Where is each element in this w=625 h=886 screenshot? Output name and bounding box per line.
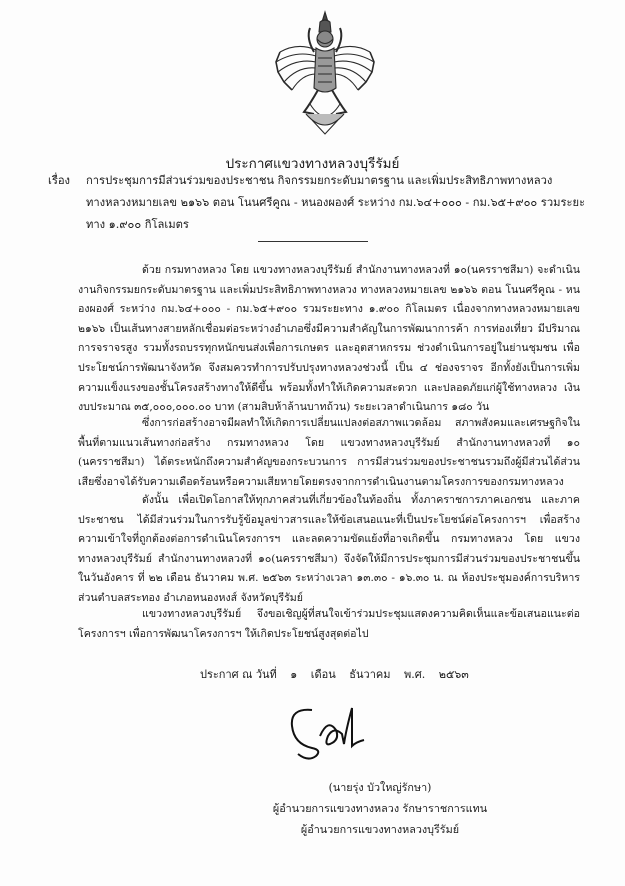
date-year-label: พ.ศ. <box>403 668 426 681</box>
paragraph-meeting: ดังนั้น เพื่อเปิดโอกาสให้ทุกภาคส่วนที่เกี่ยวข้องในท้องถิ่น ทั้งภาคราชการภาคเอกชน และภาคประชาชน ได้มีส่วนร่วมในการรับรู้ข้อมูลข่าวสารและให้ข้อเสนอแนะที่เป็นประโยชน์ต่อโครงการฯ เพื่อสร้างความเข้าใจที่ถูกต้องต่อการดำเนินโครงการฯ และลดความขัดแย้งที่อาจเกิดขึ้น กรมทางหลวง โดย แขวงทางหลวงบุรีรัมย์ สำนักงานทางหลวงที่ ๑๐(นครราชสีมา) จึงจัดให้มีการประชุมการมีส่วนร่วมของประชาชนขึ้นในวันอังคาร ที่ ๒๒ เดือน ธันวาคม พ.ศ. ๒๕๖๓ ระหว่างเวลา ๑๓.๓๐ - ๑๖.๓๐ น. ณ ห้องประชุมองค์การบริหารส่วนตำบลสระทอง อำเภอหนองหงส์ จังหวัดบุรีรัมย์ <box>78 494 580 604</box>
handwritten-signature-icon <box>282 700 372 764</box>
paragraph-impact: ซึ่งการก่อสร้างอาจมีผลทำให้เกิดการเปลี่ยนแปลงต่อสภาพแวดล้อม สภาพสังคมและเศรษฐกิจในพื้นที่ตามแนวเส้นทางก่อสร้าง กรมทางหลวง โดย แขวงทางหลวงบุรีรัมย์ สำนักงานทางหลวงที่ ๑๐ (นครราชสีมา) ได้ตระหนักถึงความสำคัญของกระบวนการ การมีส่วนร่วมของประชาชนรวมถึงผู้มีส่วนได้ส่วนเสียซึ่งอาจได้รับความเดือดร้อนหรือความเสียหายโดยตรงจากการดำเนินงานตามโครงการของกรมทางหลวง <box>78 417 580 488</box>
subject-block <box>48 170 588 236</box>
signer-office: ผู้อำนวยการแขวงทางหลวงบุรีรัมย์ <box>300 823 460 836</box>
divider-line <box>258 241 368 242</box>
date-year: ๒๕๖๓ <box>438 668 469 681</box>
subject-text: การประชุมการมีส่วนร่วมของประชาชน กิจกรรมยกระดับมาตรฐาน และเพิ่มประสิทธิภาพทางหลวง ทางหลวงหมายเลข ๒๑๖๖ ตอน โนนศรีคูณ - หนองผองศ์ ระหว่าง กม.๖๔+๐๐๐ - กม.๖๕+๙๐๐ รวมระยะทาง ๑.๙๐๐ กิโลเมตร <box>86 174 586 231</box>
paragraph-project-details: ด้วย กรมทางหลวง โดย แขวงทางหลวงบุรีรัมย์ สำนักงานทางหลวงที่ ๑๐(นครราชสีมา) จะดำเนินงานกิจกรรมยกระดับมาตรฐาน และเพิ่มประสิทธิภาพทางหลวง ทางหลวงหมายเลข ๒๑๖๖ ตอน โนนศรีคูณ - หนองผองศ์ ระหว่าง กม.๖๔+๐๐๐ - กม.๖๕+๙๐๐ รวมระยะทาง ๑.๙๐๐ กิโลเมตร เนื่องจากทางหลวงหมายเลข ๒๑๖๖ เป็นเส้นทางสายหลักเชื่อมต่อระหว่างอำเภอซึ่งมีความสำคัญในการพัฒนาการค้า การท่องเที่ยว มีปริมาณการจราจรสูง รวมทั้งรถบรรทุกหนักขนส่งเพื่อการเกษตร และอุตสาหกรรม ช่วงดำเนินการอยู่ในย่านชุมชน เพื่อประโยชน์การพัฒนาจังหวัด จึงสมควรทำการปรับปรุงทางหลวงช่วงนี้ เป็น ๔ ช่องจราจร อีกทั้งยังเป็นการเพิ่มความแข็งแรงของชั้นโครงสร้างทางให้ดีขึ้น พร้อมทั้งทำให้เกิดความสะดวก และปลอดภัยแก่ผู้ใช้ทางหลวง เงินงบประมาณ ๓๕,๐๐๐,๐๐๐.๐๐ บาท (สามสิบห้าล้านบาทถ้วน) ระยะเวลาดำเนินการ ๑๘๐ วัน <box>78 264 580 414</box>
signer-name: (นายรุ่ง บัวใหญ่รักษา) <box>328 781 432 794</box>
signer-block <box>250 777 510 840</box>
paragraph-invitation: แขวงทางหลวงบุรีรัมย์ จึงขอเชิญผู้ที่สนใจเข้าร่วมประชุมแสดงความคิดเห็นและข้อเสนอแนะต่อโครงการฯ เพื่อการพัฒนาโครงการฯ ให้เกิดประโยชน์สูงสุดต่อไป <box>78 608 580 640</box>
date-month: ธันวาคม <box>349 668 391 681</box>
garuda-emblem-icon <box>270 8 380 140</box>
signer-position: ผู้อำนวยการแขวงทางหลวง รักษาราชการแทน <box>272 802 488 815</box>
date-day: ๑ <box>290 668 298 681</box>
announcement-date <box>200 665 479 683</box>
announcement-title: ประกาศแขวงทางหลวงบุรีรัมย์ <box>225 156 400 172</box>
date-month-label: เดือน <box>310 668 336 681</box>
date-label: ประกาศ ณ วันที่ <box>200 668 277 681</box>
subject-label: เรื่อง <box>48 174 71 187</box>
